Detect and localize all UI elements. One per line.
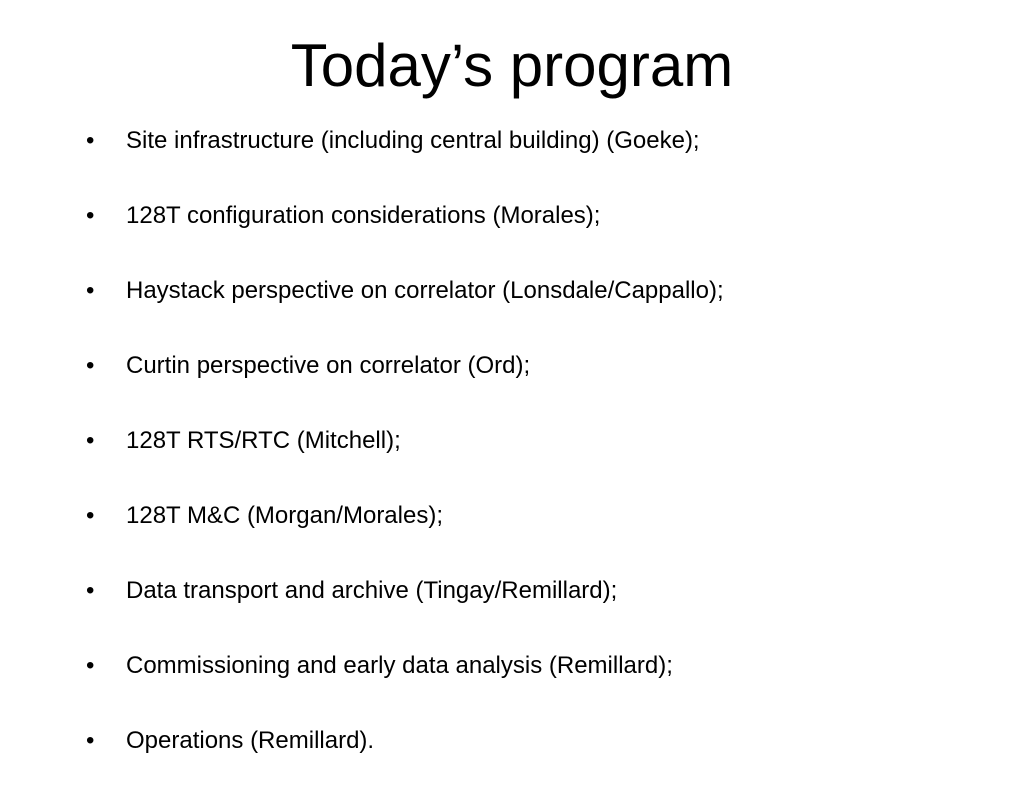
list-item-text: Haystack perspective on correlator (Lonsdale/Cappallo); [126,277,724,304]
list-item [0,415,1024,490]
list-item-text: 128T RTS/RTC (Mitchell); [126,427,401,454]
list-item [0,640,1024,715]
list-item-text: 128T M&C (Morgan/Morales); [126,502,443,529]
list-item [0,565,1024,640]
bullet-icon: • [86,277,95,304]
bullet-icon: • [86,502,95,529]
list-item [0,340,1024,415]
bullet-icon: • [86,127,95,154]
bullet-icon: • [86,577,95,604]
bullet-icon: • [86,727,95,754]
bullet-icon: • [86,202,95,229]
list-item [0,490,1024,565]
slide-title: Today’s program [290,32,734,99]
list-item-text: Site infrastructure (including central building) (Goeke); [126,127,700,154]
agenda-list [0,115,1024,790]
list-item [0,265,1024,340]
bullet-icon: • [86,352,95,379]
list-item-text: Data transport and archive (Tingay/Remillard); [126,577,618,604]
list-item-text: Operations (Remillard). [126,727,375,754]
list-item [0,190,1024,265]
list-item-text: Commissioning and early data analysis (Remillard); [126,652,673,679]
list-item-text: 128T configuration considerations (Morales); [126,202,601,229]
bullet-icon: • [86,652,95,679]
list-item-text: Curtin perspective on correlator (Ord); [126,352,531,379]
bullet-icon: • [86,427,95,454]
list-item [0,715,1024,790]
list-item [0,115,1024,190]
